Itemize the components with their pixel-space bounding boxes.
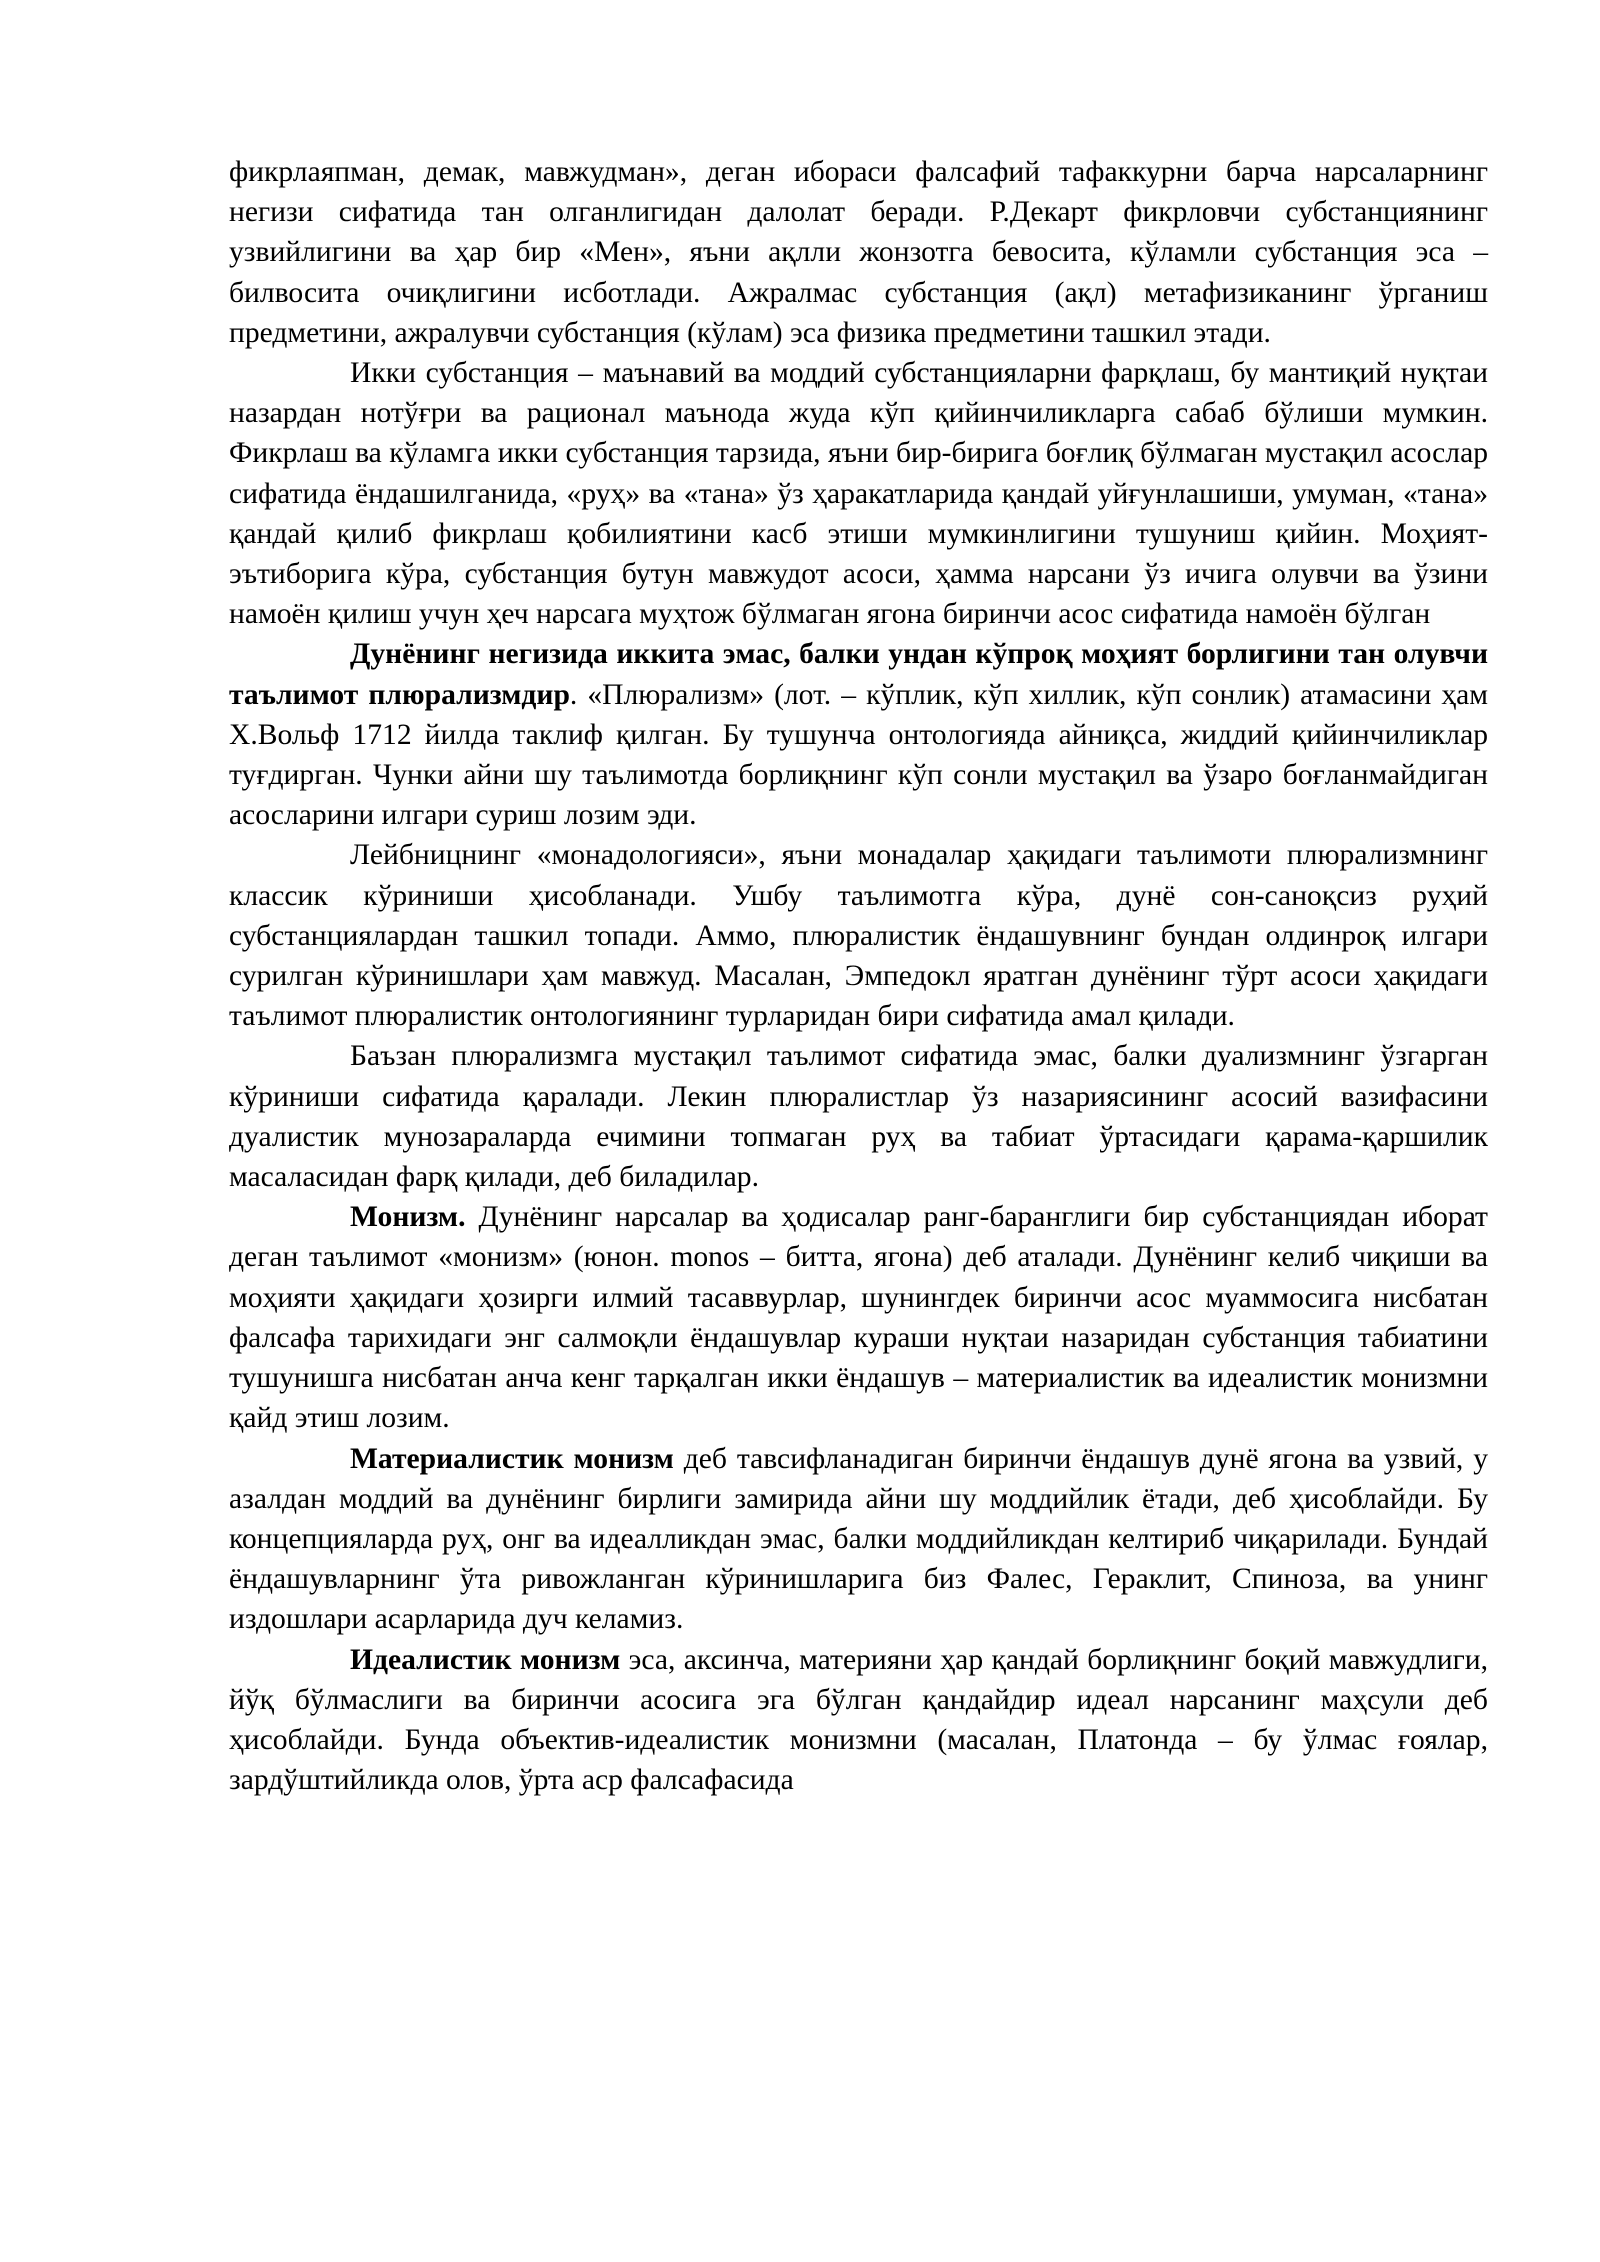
document-page [229, 152, 1488, 1800]
paragraph-1: фикрлаяпман, демак, мавжудман», деган ибораси фалсафий тафаккурни барча нарсаларнинг негизи сифатида тан олганлигидан далолат беради. Р.Декарт фикрловчи субстанциянинг узвийлигини ва ҳар бир «Мен», яъни ақлли жонзотга бевосита, кўламли субстанция эса – билвосита очиқлигини исботлади. Ажралмас субстанция (ақл) метафизиканинг ўрганиш предметини, ажралувчи субстанция (кўлам) эса физика предметини ташкил этади. [229, 156, 1488, 349]
paragraph-5: Баъзан плюрализмга мустақил таълимот сифатида эмас, балки дуализмнинг ўзгарган кўриниши сифатида қаралади. Лекин плюралистлар ўз назариясининг асосий вазифасини дуалистик мунозараларда ечимини топмаган руҳ ва табиат ўртасидаги қарама-қаршилик масаласидан фарқ қилади, деб биладилар. [229, 1040, 1488, 1194]
paragraph-3-text: . «Плюрализм» (лот. – кўплик, кўп хиллик, кўп сонлик) атамасини ҳам Х.Вольф 1712 йилда таклиф қилган. Бу тушунча онтологияда айниқса, жиддий қийинчиликлар туғдирган. Чунки айни шу таълимотда борлиқнинг кўп сонли мустақил ва ўзаро боғланмайдиган асосларини илгари суриш лозим эди. [229, 678, 1488, 832]
paragraph-4: Лейбницнинг «монадологияси», яъни монадалар ҳақидаги таълимоти плюрализмнинг классик кўриниши ҳисобланади. Ушбу таълимотга кўра, дунё сон-саноқсиз руҳий субстанциялардан ташкил топади. Аммо, плюралистик ёндашувнинг бундан олдинроқ илгари сурилган кўринишлари ҳам мавжуд. Масалан, Эмпедокл яратган дунёнинг тўрт асоси ҳақидаги таълимот плюралистик онтологиянинг турларидан бири сифатида амал қилади. [229, 839, 1488, 1033]
paragraph-6 [229, 1197, 1488, 1438]
materialistic-monism-bold: Материалистик монизм [350, 1442, 674, 1475]
paragraph-6-text: Дунёнинг нарсалар ва ҳодисалар ранг-баранглиги бир субстанциядан иборат деган таълимот «монизм» (юнон. monos – битта, ягона) деб аталади. Дунёнинг келиб чиқиши ва моҳияти ҳақидаги ҳозирги илмий тасаввурлар, шунингдек биринчи асос муаммосига нисбатан фалсафа тарихидаги энг салмоқли ёндашувлар кураши нуқтаи назаридан субстанция табиатини тушунишга нисбатан анча кенг тарқалган икки ёндашув – материалистик ва идеалистик монизмни қайд этиш лозим. [229, 1201, 1488, 1435]
paragraph-3 [229, 634, 1488, 835]
paragraph-8-text: эса, аксинча, материяни ҳар қандай борлиқнинг боқий мавжудлиги, йўқ бўлмаслиги ва биринчи асосига эга бўлган қандайдир идеал нарсанинг маҳсули деб ҳисоблайди. Бунда объектив-идеалистик монизмни (масалан, Платонда – бу ўлмас ғоялар, зардўштийликда олов, ўрта аср фалсафасида [229, 1643, 1488, 1797]
paragraph-7 [229, 1439, 1488, 1640]
paragraph-7-text: деб тавсифланадиган биринчи ёндашув дунё ягона ва узвий, у азалдан моддий ва дунёнинг бирлиги замирида айни шу моддийлик ётади, деб ҳисоблайди. Бу концепцияларда руҳ, онг ва идеалликдан эмас, балки моддийликдан келтириб чиқарилади. Бундай ёндашувларнинг ўта ривожланган кўринишларига биз Фалес, Гераклит, Спиноза, ва унинг издошлари асарларида дуч келамиз. [229, 1442, 1488, 1636]
paragraph-8 [229, 1640, 1488, 1801]
pluralism-definition-bold: Дунёнинг негизида иккита эмас, балки ундан кўпроқ моҳият борлигини тан олувчи таълимот плюрализмдир [229, 638, 1488, 711]
monism-heading-bold: Монизм. [350, 1201, 466, 1234]
paragraph-2: Икки субстанция – маънавий ва моддий субстанцияларни фарқлаш, бу мантиқий нуқтаи назардан нотўғри ва рационал маънода жуда кўп қийинчиликларга сабаб бўлиши мумкин. Фикрлаш ва кўламга икки субстанция тарзида, яъни бир-бирига боғлиқ бўлмаган мустақил асослар сифатида ёндашилганида, «руҳ» ва «тана» ўз ҳаракатларида қандай уйғунлашиши, умуман, «тана» қандай қилиб фикрлаш қобилиятини касб этиши мумкинлигини тушуниш қийин. Моҳият-эътиборига кўра, субстанция бутун мавжудот асоси, ҳамма нарсани ўз ичига олувчи ва ўзини намоён қилиш учун ҳеч нарсага муҳтож бўлмаган ягона биринчи асос сифатида намоён бўлган [229, 357, 1488, 631]
idealistic-monism-bold: Идеалистик монизм [350, 1643, 621, 1676]
